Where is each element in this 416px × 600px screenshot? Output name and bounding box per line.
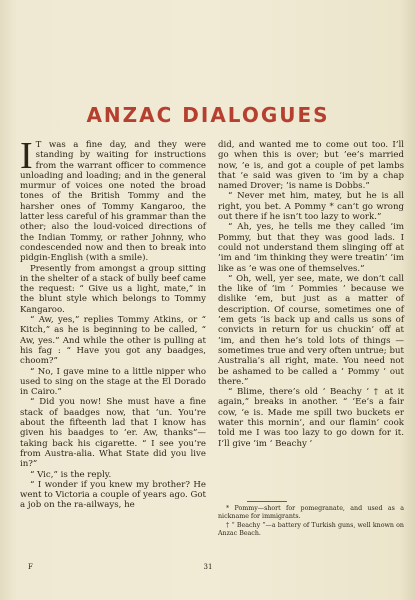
paragraph: “ Ah, yes, he tells me they called ’im Pommy, but that they was good lads. I could not understand them slinging off at ’im and ’im thinking they were treatin’ ’im like as ’e was one of themselves.” [218, 222, 404, 274]
signature-mark: F [28, 563, 33, 571]
footnote: * Pommy—short for pomegranate, and used as a nickname for immigrants. [218, 505, 404, 520]
paragraph: I T was a fine day, and they were standing by waiting for instructions from the warrant officer to commence unloading and loading; and in the general murmur of voices one noted the broad tones of the British Tommy and the harsher ones of Tommy Kangaroo, the latter less careful of his grammar than the other; also the loud-voiced directions of the Indian Tommy, or rather Johnny, who condescended now and then to break into pidgin-English (with a smile). [20, 135, 206, 264]
paragraph: Presently from amongst a group sitting in the shelter of a stack of bully beef came the request: “ Give us a light, mate,” in the blunt style which belongs to Tommy Kangaroo. [20, 263, 206, 315]
paragraph: “ Vic,” is the reply. [30, 469, 112, 480]
drop-cap: I [20, 135, 33, 177]
paragraph: “ Never met him, matey, but he is all right, you bet. A Pommy * can’t go wrong out there if he isn’t too lazy to work.” [218, 191, 404, 223]
page-number: 31 [203, 563, 213, 571]
left-column [20, 135, 206, 511]
paragraph: “ Oh, well, yer see, mate, we don’t call the like of ’im ‘ Pommies ’ because we dislike ’em, but just as a matter of description. Of course, sometimes one of ’em gets ’is back up and calls us sons of convicts in return for us chuckin’ off at ’im, and then he’s told lots of things —sometimes true and very often untrue; but Australia’s all right, mate. You need not be ashamed to be called a ‘ Pommy ’ out there.” [218, 273, 404, 387]
paragraph: did, and wanted me to come out too. I’ll go when this is over; but ’ee’s married now, ’e is, and got a couple of pet lambs that ’e said was given to ’im by a chap named Drover; ’is name is Dobbs.” [218, 140, 404, 192]
page-title: ANZAC DIALOGUES [86, 103, 330, 127]
paragraph: “ Blime, there’s old ‘ Beachy ’ † at it again,” breaks in another. “ ’Ee’s a fair cow, ’e is. Made me spill two buckets er water this mornin’, and our flamin’ cook told me I was too lazy to go down for it. I’ll give ’im ‘ Beachy ’ [218, 387, 404, 449]
paragraph: “ Aw, yes,” replies Tommy Atkins, or “ Kitch,” as he is beginning to be called, “ Aw, yes.” And while the other is pulling at his fag : “ Have you got any baadges, choom?” [20, 315, 206, 367]
footnote-divider [247, 501, 287, 502]
footnotes [218, 505, 404, 539]
footnote: † “ Beachy ”—a battery of Turkish guns, well known on Anzac Beach. [218, 522, 404, 537]
right-column [218, 140, 404, 449]
paragraph: “ No, I gave mine to a little nipper who used to sing on the stage at the El Dorado in Cairo.” [20, 366, 206, 398]
paragraph: “ Did you now! She must have a fine stack of baadges now, that ’un. You’re about the fifteenth lad that I know has given his baadges to ’er. Aw, thanks”—taking back his cigarette. “ I see you’re from Austra-alia. What State did you live in?” [20, 397, 206, 470]
paragraph: “ I wonder if you knew my brother? He went to Victoria a couple of years ago. Got a job on the ra-ailways, he [20, 479, 206, 511]
